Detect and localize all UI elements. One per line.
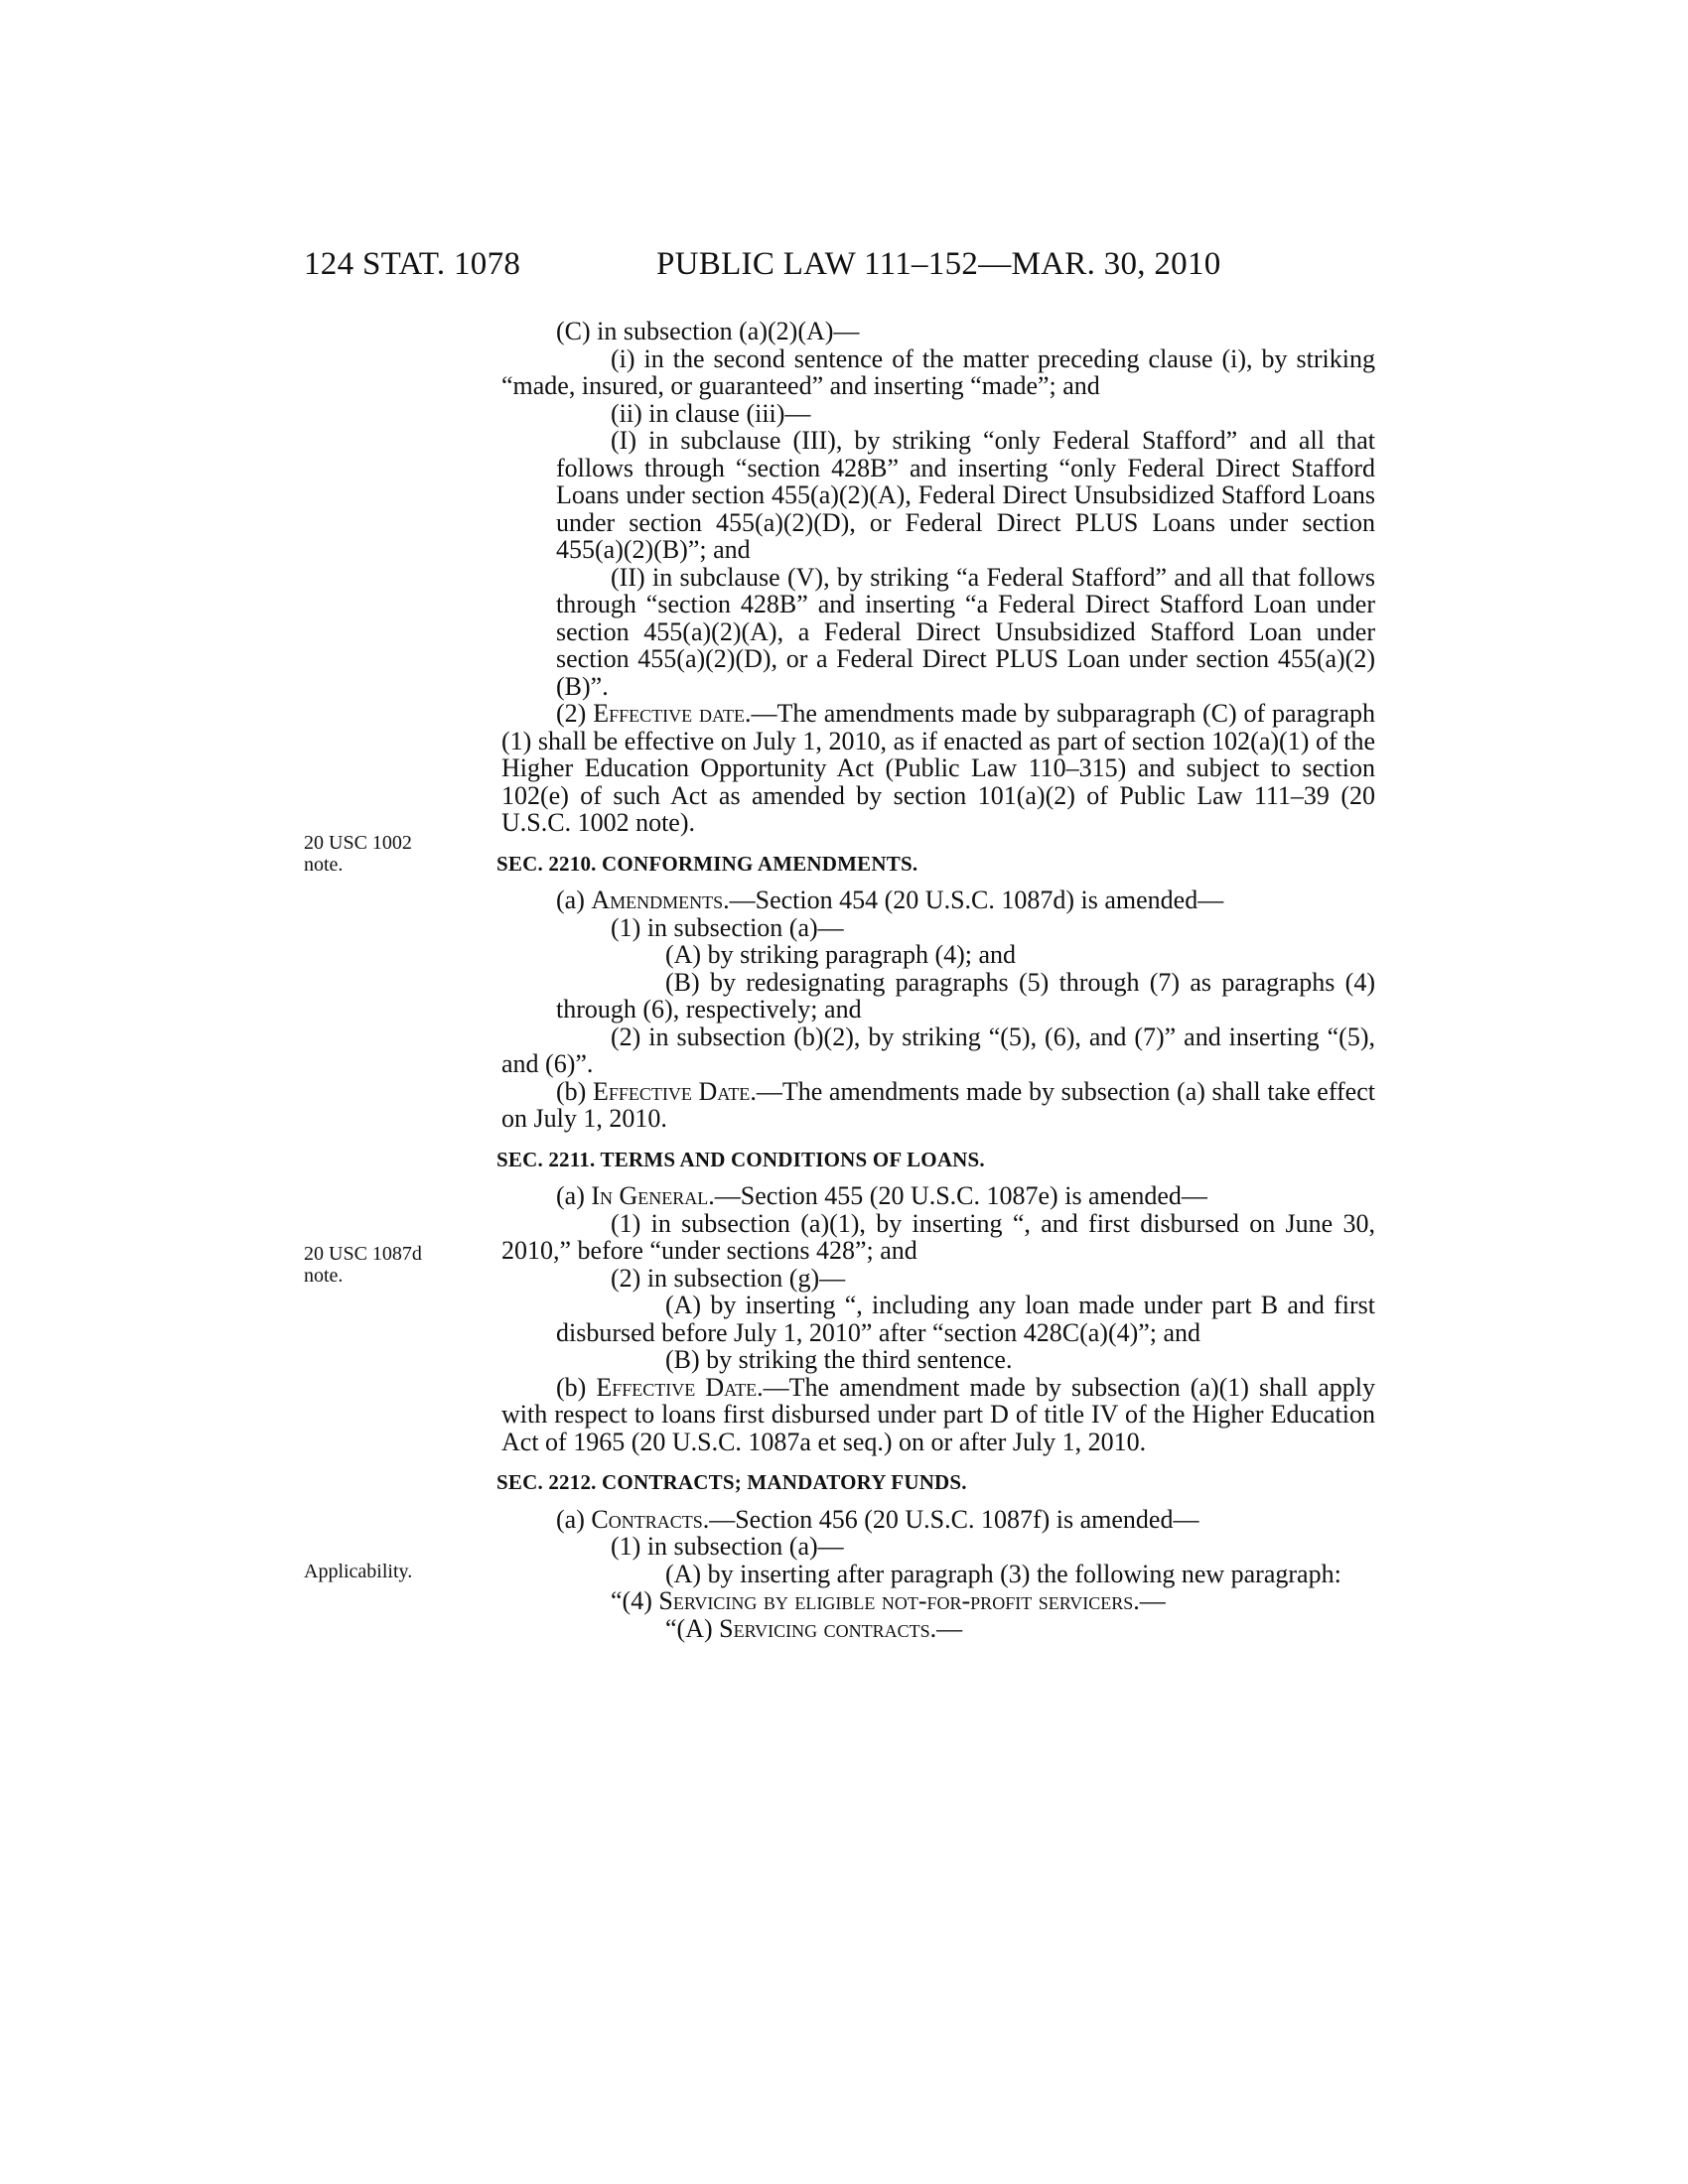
para-lead: “(4) — [611, 1586, 659, 1615]
para-text: .—Section 454 (20 U.S.C. 1087d) is amended— — [723, 886, 1224, 914]
para-heading: Servicing by eligible not-for-profit servicers — [658, 1586, 1134, 1615]
paragraph: (i) in the second sentence of the matter preceding clause (i), by striking “made, insured, or guaranteed” and inserting “made”; and — [501, 343, 1375, 400]
paragraph: (2) in subsection (g)— — [611, 1263, 846, 1293]
para-lead: (a) — [556, 1181, 592, 1210]
paragraph — [501, 1374, 1375, 1456]
paragraph: (B) by redesignating paragraphs (5) through (7) as paragraphs (4) through (6), respectively; and — [556, 967, 1375, 1024]
para-heading: Effective Date — [596, 1372, 758, 1402]
margin-note-line: Applicability. — [304, 1561, 413, 1582]
paragraph: (1) in subsection (a)(1), by inserting “, and first disbursed on June 30, 2010,” before “under sections 428”; and — [501, 1208, 1375, 1265]
margin-note-line: 20 USC 1002 — [304, 832, 412, 854]
para-lead: (a) — [556, 886, 592, 914]
margin-note-1 — [304, 832, 453, 876]
page-stat-number: 124 STAT. 1078 — [304, 246, 521, 282]
para-text: .—The amendments made by subsection (a) shall take effect on July 1, 2010. — [501, 1076, 1375, 1133]
paragraph — [501, 1587, 1375, 1615]
para-text: .—Section 456 (20 U.S.C. 1087f) is amended— — [702, 1504, 1199, 1534]
paragraph: (A) by inserting “, including any loan made under part B and first disbursed before July 1, 2010” after “section 428C(a)(4)”; and — [556, 1291, 1375, 1347]
paragraph: (ii) in clause (iii)— — [611, 398, 811, 428]
paragraph: (I) in subclause (III), by striking “only Federal Stafford” and all that follows through “section 428B” and inserting “only Federal Direct Stafford Loans under section 455(a)(2)(A), Federal Direct Unsubsidized Stafford Loans under section 455(a)(2)(D), or Federal Direct PLUS Loans under section 455(a)(2)(B)”; and — [556, 426, 1375, 564]
para-text: .— — [1133, 1586, 1166, 1615]
para-text: .— — [929, 1613, 963, 1643]
para-lead: “(A) — [665, 1613, 720, 1643]
para-lead: (b) — [556, 1372, 597, 1402]
para-heading: Servicing contracts — [719, 1613, 930, 1643]
paragraph — [501, 1078, 1375, 1133]
margin-note-line: note. — [304, 854, 344, 876]
para-text: .—Section 455 (20 U.S.C. 1087e) is amended— — [708, 1181, 1207, 1210]
paragraph: (A) by inserting after paragraph (3) the following new paragraph: — [665, 1559, 1341, 1588]
document-body — [496, 317, 1375, 1643]
paragraph: (A) by striking paragraph (4); and — [665, 940, 1017, 969]
paragraph — [501, 1182, 1375, 1210]
para-heading: In General — [591, 1181, 709, 1210]
paragraph: (B) by striking the third sentence. — [665, 1345, 1013, 1374]
para-heading: Effective Date — [592, 1076, 751, 1106]
para-heading: Contracts — [591, 1504, 703, 1534]
paragraph: (II) in subclause (V), by striking “a Federal Stafford” and all that follows through “section 428B” and inserting “a Federal Direct Stafford Loan under section 455(a)(2)(A), a Federal Direct Unsubsidized Stafford Loan under section 455(a)(2)(D), or a Federal Direct PLUS Loan under section 455(a)(2)(B)”. — [556, 562, 1375, 701]
paragraph: (1) in subsection (a)— — [611, 1532, 844, 1561]
paragraph: (2) in subsection (b)(2), by striking “(5), (6), and (7)” and inserting “(5), and (6)”. — [501, 1022, 1375, 1078]
paragraph: (C) in subsection (a)(2)(A)— — [556, 317, 860, 345]
paragraph: (1) in subsection (a)— — [611, 912, 844, 942]
margin-note-line: 20 USC 1087d — [304, 1243, 422, 1265]
paragraph — [501, 700, 1375, 837]
paragraph — [501, 887, 1375, 914]
para-heading: Effective date — [593, 699, 745, 728]
para-lead: (a) — [556, 1504, 592, 1534]
section-heading: SEC. 2212. CONTRACTS; MANDATORY FUNDS. — [496, 1470, 967, 1494]
paragraph — [501, 1615, 1375, 1643]
section-heading: SEC. 2210. CONFORMING AMENDMENTS. — [496, 851, 918, 876]
margin-note-line: note. — [304, 1265, 344, 1287]
para-lead: (2) — [556, 699, 594, 728]
margin-note-2 — [304, 1243, 453, 1287]
paragraph — [501, 1506, 1375, 1534]
para-text: .—The amendment made by subsection (a)(1) shall apply with respect to loans first disbursed under part D of title IV of the Higher Education Act of 1965 (20 U.S.C. 1087a et seq.) on or after July 1, 2010. — [501, 1372, 1375, 1456]
para-heading: Amendments — [591, 886, 724, 914]
section-heading: SEC. 2211. TERMS AND CONDITIONS OF LOANS. — [496, 1147, 985, 1171]
margin-note-3 — [304, 1561, 453, 1582]
para-text: .—The amendments made by subparagraph (C) of paragraph (1) shall be effective on July 1, 2010, as if enacted as part of section 102(a)(1) of the Higher Education Opportunity Act (Public Law 110–315) and subject to section 102(e) of such Act as amended by section 101(a)(2) of Public Law 111–39 (20 U.S.C. 1002 note). — [501, 699, 1375, 837]
running-head-title: PUBLIC LAW 111–152—MAR. 30, 2010 — [656, 246, 1221, 282]
para-lead: (b) — [556, 1076, 593, 1106]
